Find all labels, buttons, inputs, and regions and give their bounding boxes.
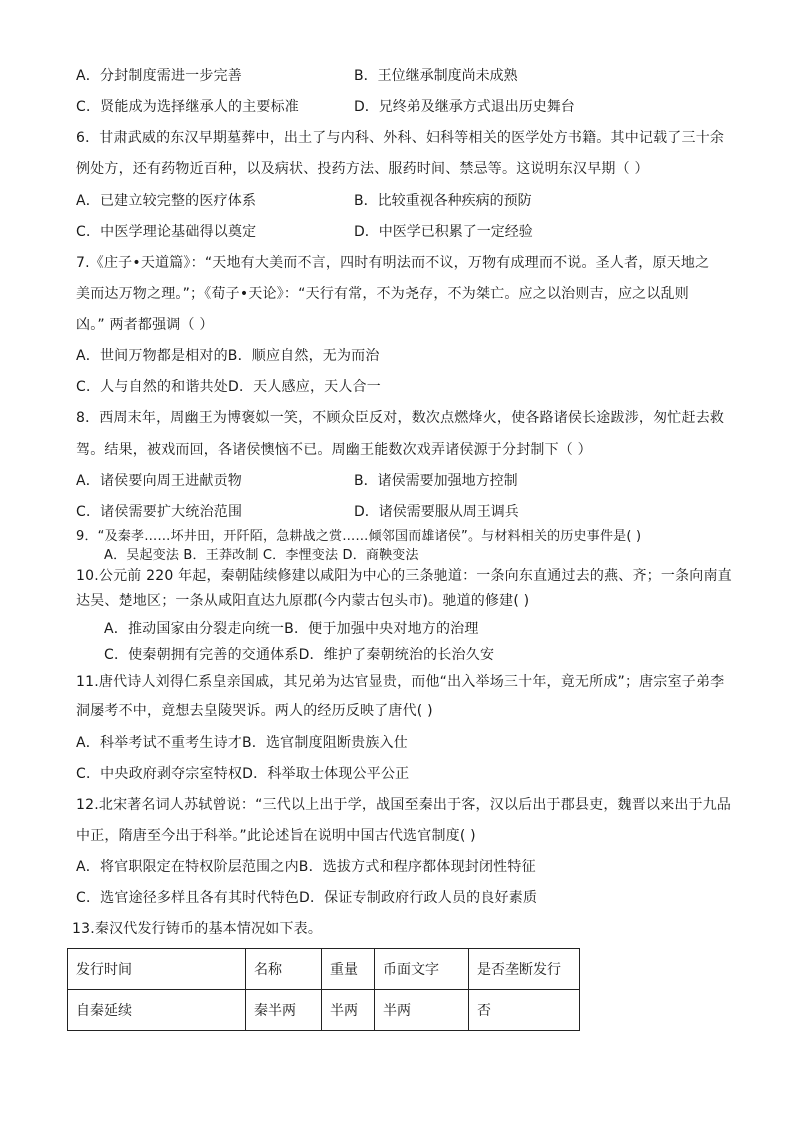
q5-option-d: D．兄终弟及继承方式退出历史舞台 (354, 99, 575, 115)
q11-stem-line-1: 11.唐代诗人刘得仁系皇亲国戚，其兄弟为达官显贵，而他“出入举场三十年，竟无所成”；唐宗室子弟李 (76, 674, 725, 690)
q10-options-ab: A．推动国家由分裂走向统一B．便于加强中央对地方的治理 (104, 621, 479, 637)
q12-options-cd: C．选官途径多样且各有其时代特色D．保证专制政府行政人员的良好素质 (76, 890, 538, 906)
q9-stem: 9．“及秦孝……坏井田，开阡陌，急耕战之赏……倾邻国而雄诸侯”。与材料相关的历史事件是( ) (76, 529, 642, 544)
q5-option-a: A．分封制度需进一步完善 (76, 68, 242, 84)
q9-options: A．吴起变法 B．王莽改制 C．李悝变法 D．商鞅变法 (104, 548, 419, 563)
q6-option-d: D．中医学已积累了一定经验 (354, 224, 533, 240)
q12-stem-line-1: 12.北宋著名词人苏轼曾说：“三代以上出于学，战国至秦出于客，汉以后出于郡县吏，魏晋以来出于九品 (76, 797, 732, 813)
q6-stem-line-1: 6．甘肃武威的东汉早期墓葬中，出土了与内科、外科、妇科等相关的医学处方书籍。其中记载了三十余 (76, 130, 725, 146)
table-cell: 半两 (322, 990, 375, 1031)
q11-options-ab: A．科举考试不重考生诗才B．选官制度阻断贵族入仕 (76, 735, 408, 751)
q8-option-c: C．诸侯需要扩大统治范围 (76, 504, 243, 520)
q8-stem-line-1: 8．西周末年，周幽王为博褒姒一笑，不顾众臣反对，数次点燃烽火，使各路诸侯长途跋涉，匆忙赶去救 (76, 410, 725, 426)
q10-stem-line-2: 达吴、楚地区；一条从咸阳直达九原郡(今内蒙古包头市)。驰道的修建( ) (76, 593, 530, 609)
table-row (68, 990, 580, 1031)
q13-stem: 13.秦汉代发行铸币的基本情况如下表。 (72, 921, 323, 937)
q7-stem-line-1: 7.《庄子•天道篇》：“天地有大美而不言，四时有明法而不议，万物有成理而不说。圣人者，原天地之 (76, 255, 710, 271)
table-cell: 自秦延续 (68, 990, 246, 1031)
q6-option-b: B．比较重视各种疾病的预防 (354, 193, 532, 209)
q8-stem-line-2: 驾。结果，被戏而回，各诸侯懊恼不已。周幽王能数次戏弄诸侯源于分封制下（ ） (76, 442, 592, 458)
q11-options-cd: C．中央政府剥夺宗室特权D．科举取士体现公平公正 (76, 766, 410, 782)
q10-stem-line-1: 10.公元前 220 年起，秦朝陆续修建以咸阳为中心的三条驰道：一条向东直通过去的燕、齐；一条向南直 (76, 568, 732, 584)
table-header-cell: 是否垄断发行 (469, 949, 580, 990)
table-header-cell: 币面文字 (375, 949, 469, 990)
table-header-cell: 发行时间 (68, 949, 246, 990)
table-cell: 秦半两 (246, 990, 322, 1031)
q6-option-a: A．已建立较完整的医疗体系 (76, 193, 257, 209)
q7-options-ab: A．世间万物都是相对的B．顺应自然，无为而治 (76, 348, 380, 364)
q12-stem-line-2: 中正，隋唐至今出于科举。”此论述旨在说明中国古代选官制度( ) (76, 828, 476, 844)
q11-stem-line-2: 洞屡考不中，竟想去皇陵哭诉。两人的经历反映了唐代( ) (76, 703, 433, 719)
q7-stem-line-2: 美而达万物之理。”；《荀子•天论》：“天行有常，不为尧存，不为桀亡。应之以治则吉，应之以乱则 (76, 286, 689, 302)
table-header-row (68, 949, 580, 990)
q12-options-ab: A．将官职限定在特权阶层范围之内B．选拔方式和程序都体现封闭性特征 (76, 859, 536, 875)
q7-options-cd: C．人与自然的和谐共处D．天人感应，天人合一 (76, 379, 381, 395)
table-cell: 半两 (375, 990, 469, 1031)
q5-option-b: B．王位继承制度尚未成熟 (354, 68, 518, 84)
q6-stem-line-2: 例处方，还有药物近百种，以及病状、投药方法、服药时间、禁忌等。这说明东汉早期（ ） (76, 161, 649, 177)
table-header-cell: 名称 (246, 949, 322, 990)
q10-options-cd: C．使秦朝拥有完善的交通体系D．维护了秦朝统治的长治久安 (104, 647, 495, 663)
q8-option-a: A．诸侯要向周王进献贡物 (76, 473, 242, 489)
coin-table (67, 948, 580, 1031)
q8-option-b: B．诸侯需要加强地方控制 (354, 473, 518, 489)
q7-stem-line-3: 凶。” 两者都强调（ ） (76, 317, 214, 333)
table-cell: 否 (469, 990, 580, 1031)
table-header-cell: 重量 (322, 949, 375, 990)
q8-option-d: D．诸侯需要服从周王调兵 (354, 504, 519, 520)
q5-option-c: C．贤能成为选择继承人的主要标准 (76, 99, 299, 115)
q6-option-c: C．中医学理论基础得以奠定 (76, 224, 257, 240)
